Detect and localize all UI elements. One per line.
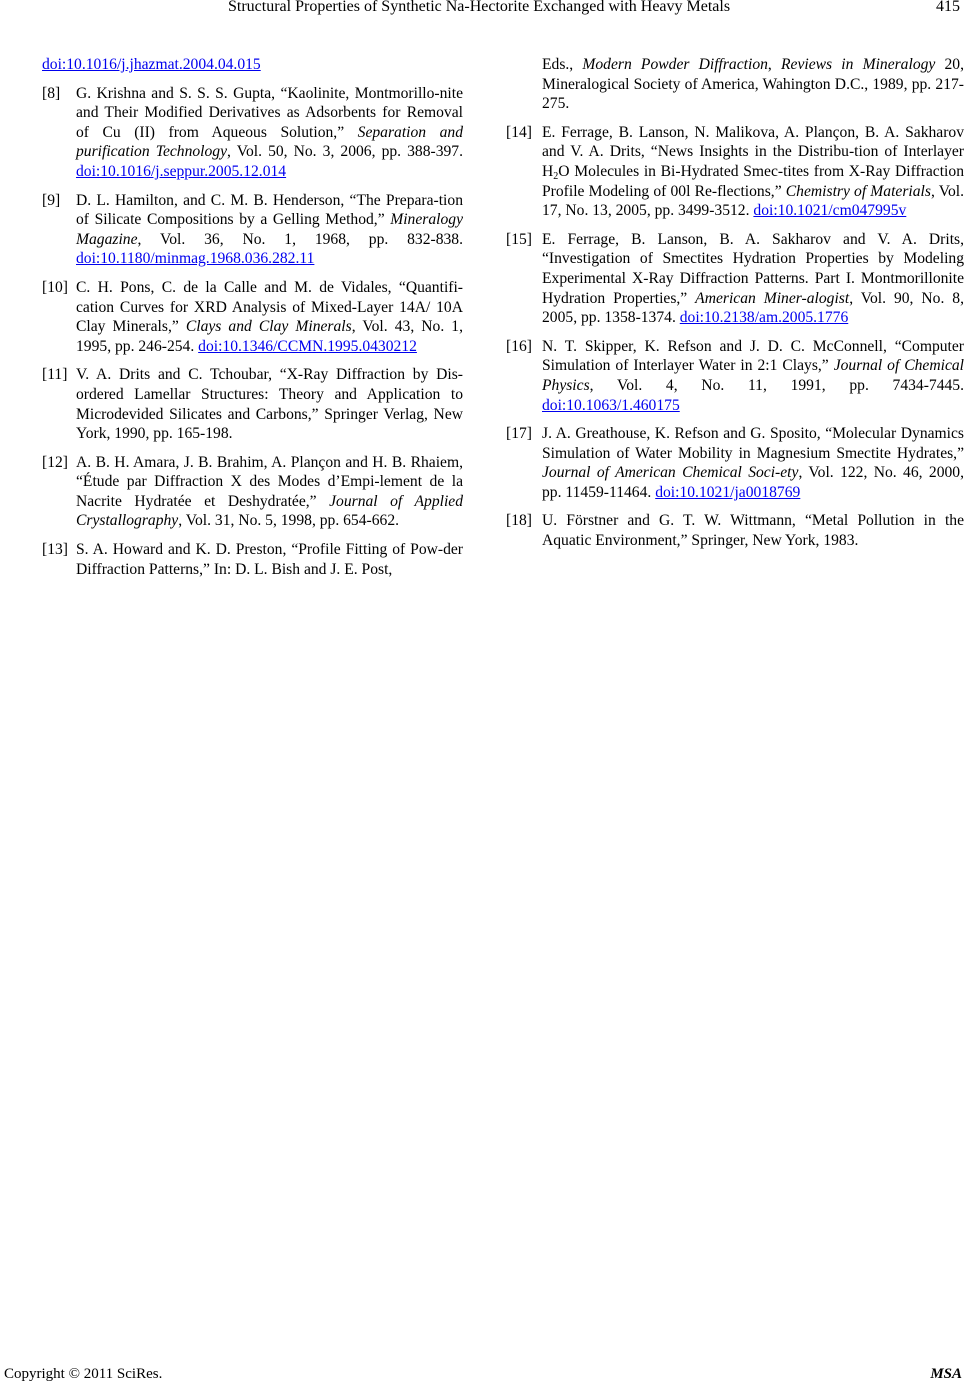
reference-entry <box>506 55 964 114</box>
doi-link[interactable]: doi:10.1016/j.jhazmat.2004.04.015 <box>42 56 261 73</box>
references-right-column <box>506 55 964 560</box>
italic-title: Modern Powder Diffraction <box>582 56 768 73</box>
reference-text: , Vol. 31, No. 5, 1998, pp. 654-662. <box>178 512 400 530</box>
reference-text: A. B. H. Amara, J. B. Brahim, A. Plançon and H. B. Rhaiem, “Étude par Diffraction X des Modes d’Empi-lement de la Nacrite Hydratée et Deshydratée,” <box>76 453 463 510</box>
reference-number: [12] <box>42 453 68 471</box>
doi-link[interactable]: doi:10.1021/ja0018769 <box>655 483 801 501</box>
reference-text: , <box>767 56 781 73</box>
italic-title: Separation and purification Technology <box>76 123 463 161</box>
reference-entry <box>506 337 964 415</box>
reference-text: , Vol. 122, No. 46, 2000, pp. 11459-11464. <box>542 464 964 501</box>
doi-link[interactable]: doi:10.1021/cm047995v <box>753 202 907 220</box>
page-number: 415 <box>936 0 960 15</box>
italic-title: Journal of American Chemical Soci-ety <box>542 464 799 482</box>
reference-text: 20, Mineralogical Society of America, Wahington D.C., 1989, pp. 217-275. <box>542 56 964 113</box>
reference-number: [17] <box>506 425 532 443</box>
reference-entry <box>42 453 463 531</box>
reference-text: J. A. Greathouse, K. Refson and G. Sposito, “Molecular Dynamics Simulation of Water Mobility in Magnesium Smectite Hydrates,” <box>542 425 964 462</box>
reference-text: O Molecules in Bi-Hydrated Smec-tites from X-Ray Diffraction Profile Modeling of 00l Re-flections,” <box>542 162 964 200</box>
doi-link[interactable]: doi:10.1346/CCMN.1995.0430212 <box>198 337 417 355</box>
italic-title: Reviews in Mineralogy <box>781 56 936 73</box>
doi-link[interactable]: doi:10.1016/j.seppur.2005.12.014 <box>76 162 287 180</box>
reference-entry <box>506 123 964 221</box>
reference-text: Eds., <box>542 56 583 73</box>
reference-entry <box>42 278 463 356</box>
reference-number: [15] <box>506 230 532 248</box>
reference-text: , Vol. 90, No. 8, 2005, pp. 1358-1374. <box>542 289 964 327</box>
reference-number: [14] <box>506 123 532 141</box>
reference-text: E. Ferrage, B. Lanson, B. A. Sakharov and V. A. Drits, “Investigation of Smectites Hydration Properties by Modeling Experimental X-Ray Diffraction Patterns. Part I. Montmorillonite Hydration Properties,” <box>542 230 964 307</box>
reference-entry <box>42 365 463 443</box>
journal-abbreviation: MSA <box>930 1366 962 1382</box>
italic-title: Mineralogy Magazine <box>76 211 463 248</box>
reference-text: S. A. Howard and K. D. Preston, “Profile Fitting of Pow-der Diffraction Patterns,” In: D. L. Bish and J. E. Post, <box>76 541 463 578</box>
reference-text: N. T. Skipper, K. Refson and J. D. C. McConnell, “Computer Simulation of Interlayer Water in 2:1 Clays,” <box>542 337 964 375</box>
reference-number: [9] <box>42 191 61 209</box>
reference-text: E. Ferrage, B. Lanson, N. Malikova, A. Plançon, B. A. Sakharov and V. A. Drits, “News Insights in the Distribu-tion of Interlayer H <box>542 123 964 180</box>
reference-entry <box>42 55 463 75</box>
running-title: Structural Properties of Synthetic Na-Hectorite Exchanged with Heavy Metals <box>228 0 731 15</box>
reference-text: , Vol. 4, No. 11, 1991, pp. 7434-7445. <box>589 376 964 394</box>
reference-text: , Vol. 17, No. 13, 2005, pp. 3499-3512. <box>542 182 964 220</box>
reference-text: V. A. Drits and C. Tchoubar, “X-Ray Diffraction by Dis-ordered Lamellar Structures: Theory and Application to Microdevided Silicates and Carbons,” Springer Verlag, New York, 1990, pp. 165-198. <box>76 366 463 443</box>
reference-entry <box>42 84 463 182</box>
reference-text: , Vol. 43, No. 1, 1995, pp. 246-254. <box>76 318 463 355</box>
reference-entry <box>506 511 964 550</box>
reference-entry <box>506 424 964 502</box>
doi-link[interactable]: doi:10.2138/am.2005.1776 <box>679 309 849 327</box>
copyright-text: Copyright © 2011 SciRes. <box>4 1366 163 1382</box>
doi-link[interactable]: doi:10.1063/1.460175 <box>542 396 680 414</box>
reference-number: [11] <box>42 366 68 384</box>
reference-text: U. Förstner and G. T. W. Wittmann, “Metal Pollution in the Aquatic Environment,” Springer, New York, 1983. <box>542 512 964 550</box>
italic-title: Clays and Clay Minerals <box>185 318 352 336</box>
italic-title: Journal of Chemical Physics <box>542 357 965 394</box>
italic-title: Chemistry of Materials <box>785 182 931 200</box>
reference-number: [13] <box>42 541 68 559</box>
italic-title: American Miner-alogist <box>695 289 850 307</box>
reference-text: , Vol. 36, No. 1, 1968, pp. 832-838. <box>137 230 463 248</box>
reference-text: , Vol. 50, No. 3, 2006, pp. 388-397. <box>227 143 463 161</box>
reference-number: [18] <box>506 512 532 530</box>
reference-text: C. H. Pons, C. de la Calle and M. de Vidales, “Quantifi-cation Curves for XRD Analysis of Mixed-Layer 14A/ 10A Clay Minerals,” <box>76 278 463 336</box>
reference-entry <box>42 540 463 579</box>
reference-number: [10] <box>42 278 68 296</box>
reference-number: [8] <box>42 84 61 102</box>
running-header <box>0 0 968 22</box>
italic-title: Journal of Applied Crystallography <box>76 492 464 530</box>
reference-entry <box>506 230 964 328</box>
reference-number: [16] <box>506 337 532 355</box>
references-left-column <box>42 55 463 588</box>
reference-text: G. Krishna and S. S. S. Gupta, “Kaolinite, Montmorillo-nite and Their Modified Derivatives as Adsorbents for Removal of Cu (II) from Aqueous Solution,” <box>76 84 463 141</box>
reference-entry <box>42 191 463 269</box>
reference-text: D. L. Hamilton, and C. M. B. Henderson, “The Prepara-tion of Silicate Compositions by a Gelling Method,” <box>76 191 463 229</box>
doi-link[interactable]: doi:10.1180/minmag.1968.036.282.11 <box>76 250 315 268</box>
subscript: 2 <box>553 170 559 182</box>
